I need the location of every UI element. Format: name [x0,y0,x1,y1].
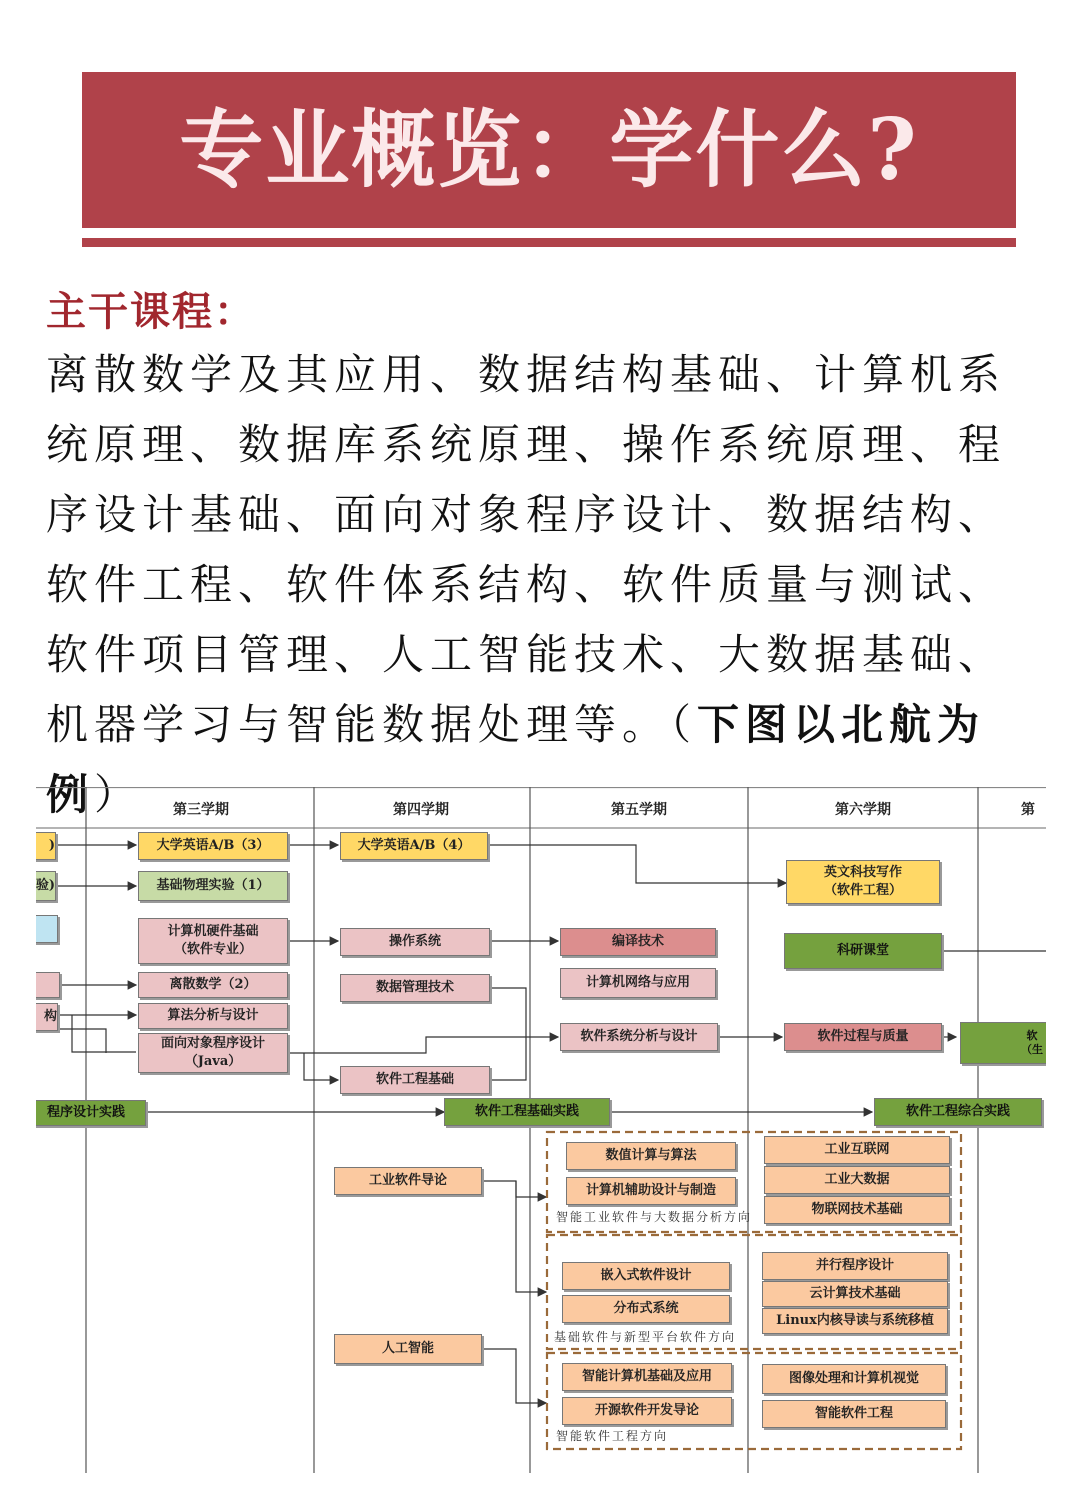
course-node: 计算机硬件基础 （软件专业） [138,918,288,964]
course-node: 并行程序设计 [762,1252,948,1280]
title-banner [82,72,1016,228]
course-node: 物联网技术基础 [764,1196,950,1224]
course-node: 开源软件开发导论 [562,1397,732,1425]
semester-7-header: 第 [1021,802,1035,818]
course-node: 软件过程与质量 [784,1023,942,1051]
course-node: 软 （生 [960,1022,1046,1064]
course-node: 云计算技术基础 [762,1281,948,1307]
course-list-paragraph [46,340,1036,830]
track-label: 智能工业软件与大数据分析方向 [556,1210,753,1224]
course-node: 人工智能 [334,1334,482,1364]
semester-5-header: 第五学期 [611,802,667,818]
course-node: 科研课堂 [784,933,942,969]
course-node: 分布式系统 [562,1295,730,1323]
banner-underline [82,238,1016,247]
section-heading: 主干课程： [46,289,256,335]
note-close: ） [94,770,143,819]
track-label: 智能软件工程方向 [556,1429,669,1443]
course-node: 工业软件导论 [334,1167,482,1195]
course-node: 数据管理技术 [340,974,490,1002]
course-node: 软件系统分析与设计 [560,1023,718,1051]
semester-3-header: 第三学期 [173,802,229,818]
course-node: 工业互联网 [764,1136,950,1164]
course-node: 面向对象程序设计 （Java） [138,1033,288,1073]
banner-title: 专业概览：学什么? [179,100,919,199]
course-node: 大学英语A/B（4） [340,832,488,860]
note-open: （ [670,700,698,749]
example-note: 下图以北航为例 [46,700,986,819]
course-node: 大学英语A/B（3） [138,832,288,860]
practice-node: 程序设计实践 [36,1100,146,1126]
course-node: 操作系统 [340,928,490,956]
course-node: Linux内核导读与系统移植 [762,1308,948,1334]
track-label: 基础软件与新型平台软件方向 [554,1330,737,1344]
practice-node: 软件工程综合实践 [874,1098,1042,1126]
course-node: 验) [36,871,56,901]
course-node: 基础物理实验（1） [138,871,288,901]
course-node: 离散数学（2） [138,972,288,998]
course-node [36,915,58,943]
course-node: 嵌入式软件设计 [562,1262,730,1290]
course-list: 离散数学及其应用、数据结构基础、计算机系统原理、数据库系统原理、操作系统原理、程序设计基础、面向对象程序设计、数据结构、软件工程、软件体系结构、软件质量与测试、软件项目管理、人工智能技术、大数据基础、机器学习与智能数据处理等。 [46,350,1007,749]
course-node: 编译技术 [560,928,716,956]
course-node: 构 [36,1003,58,1031]
course-node [36,972,60,998]
course-node: 计算机网络与应用 [560,968,716,998]
course-node: 数值计算与算法 [566,1142,736,1170]
course-node: 英文科技写作 （软件工程） [786,860,940,904]
course-node: 智能计算机基础及应用 [562,1363,732,1391]
course-node: 图像处理和计算机视觉 [762,1364,946,1394]
course-node: 计算机辅助设计与制造 [566,1177,736,1205]
course-node: 软件工程基础 [340,1066,490,1094]
course-node: 算法分析与设计 [138,1003,288,1029]
practice-node: 软件工程基础实践 [444,1098,610,1126]
semester-6-header: 第六学期 [835,802,891,818]
curriculum-diagram [36,787,1046,1473]
semester-4-header: 第四学期 [393,802,449,818]
course-node: 智能软件工程 [762,1400,946,1428]
course-node: 工业大数据 [764,1166,950,1194]
course-node: ) [36,832,56,860]
